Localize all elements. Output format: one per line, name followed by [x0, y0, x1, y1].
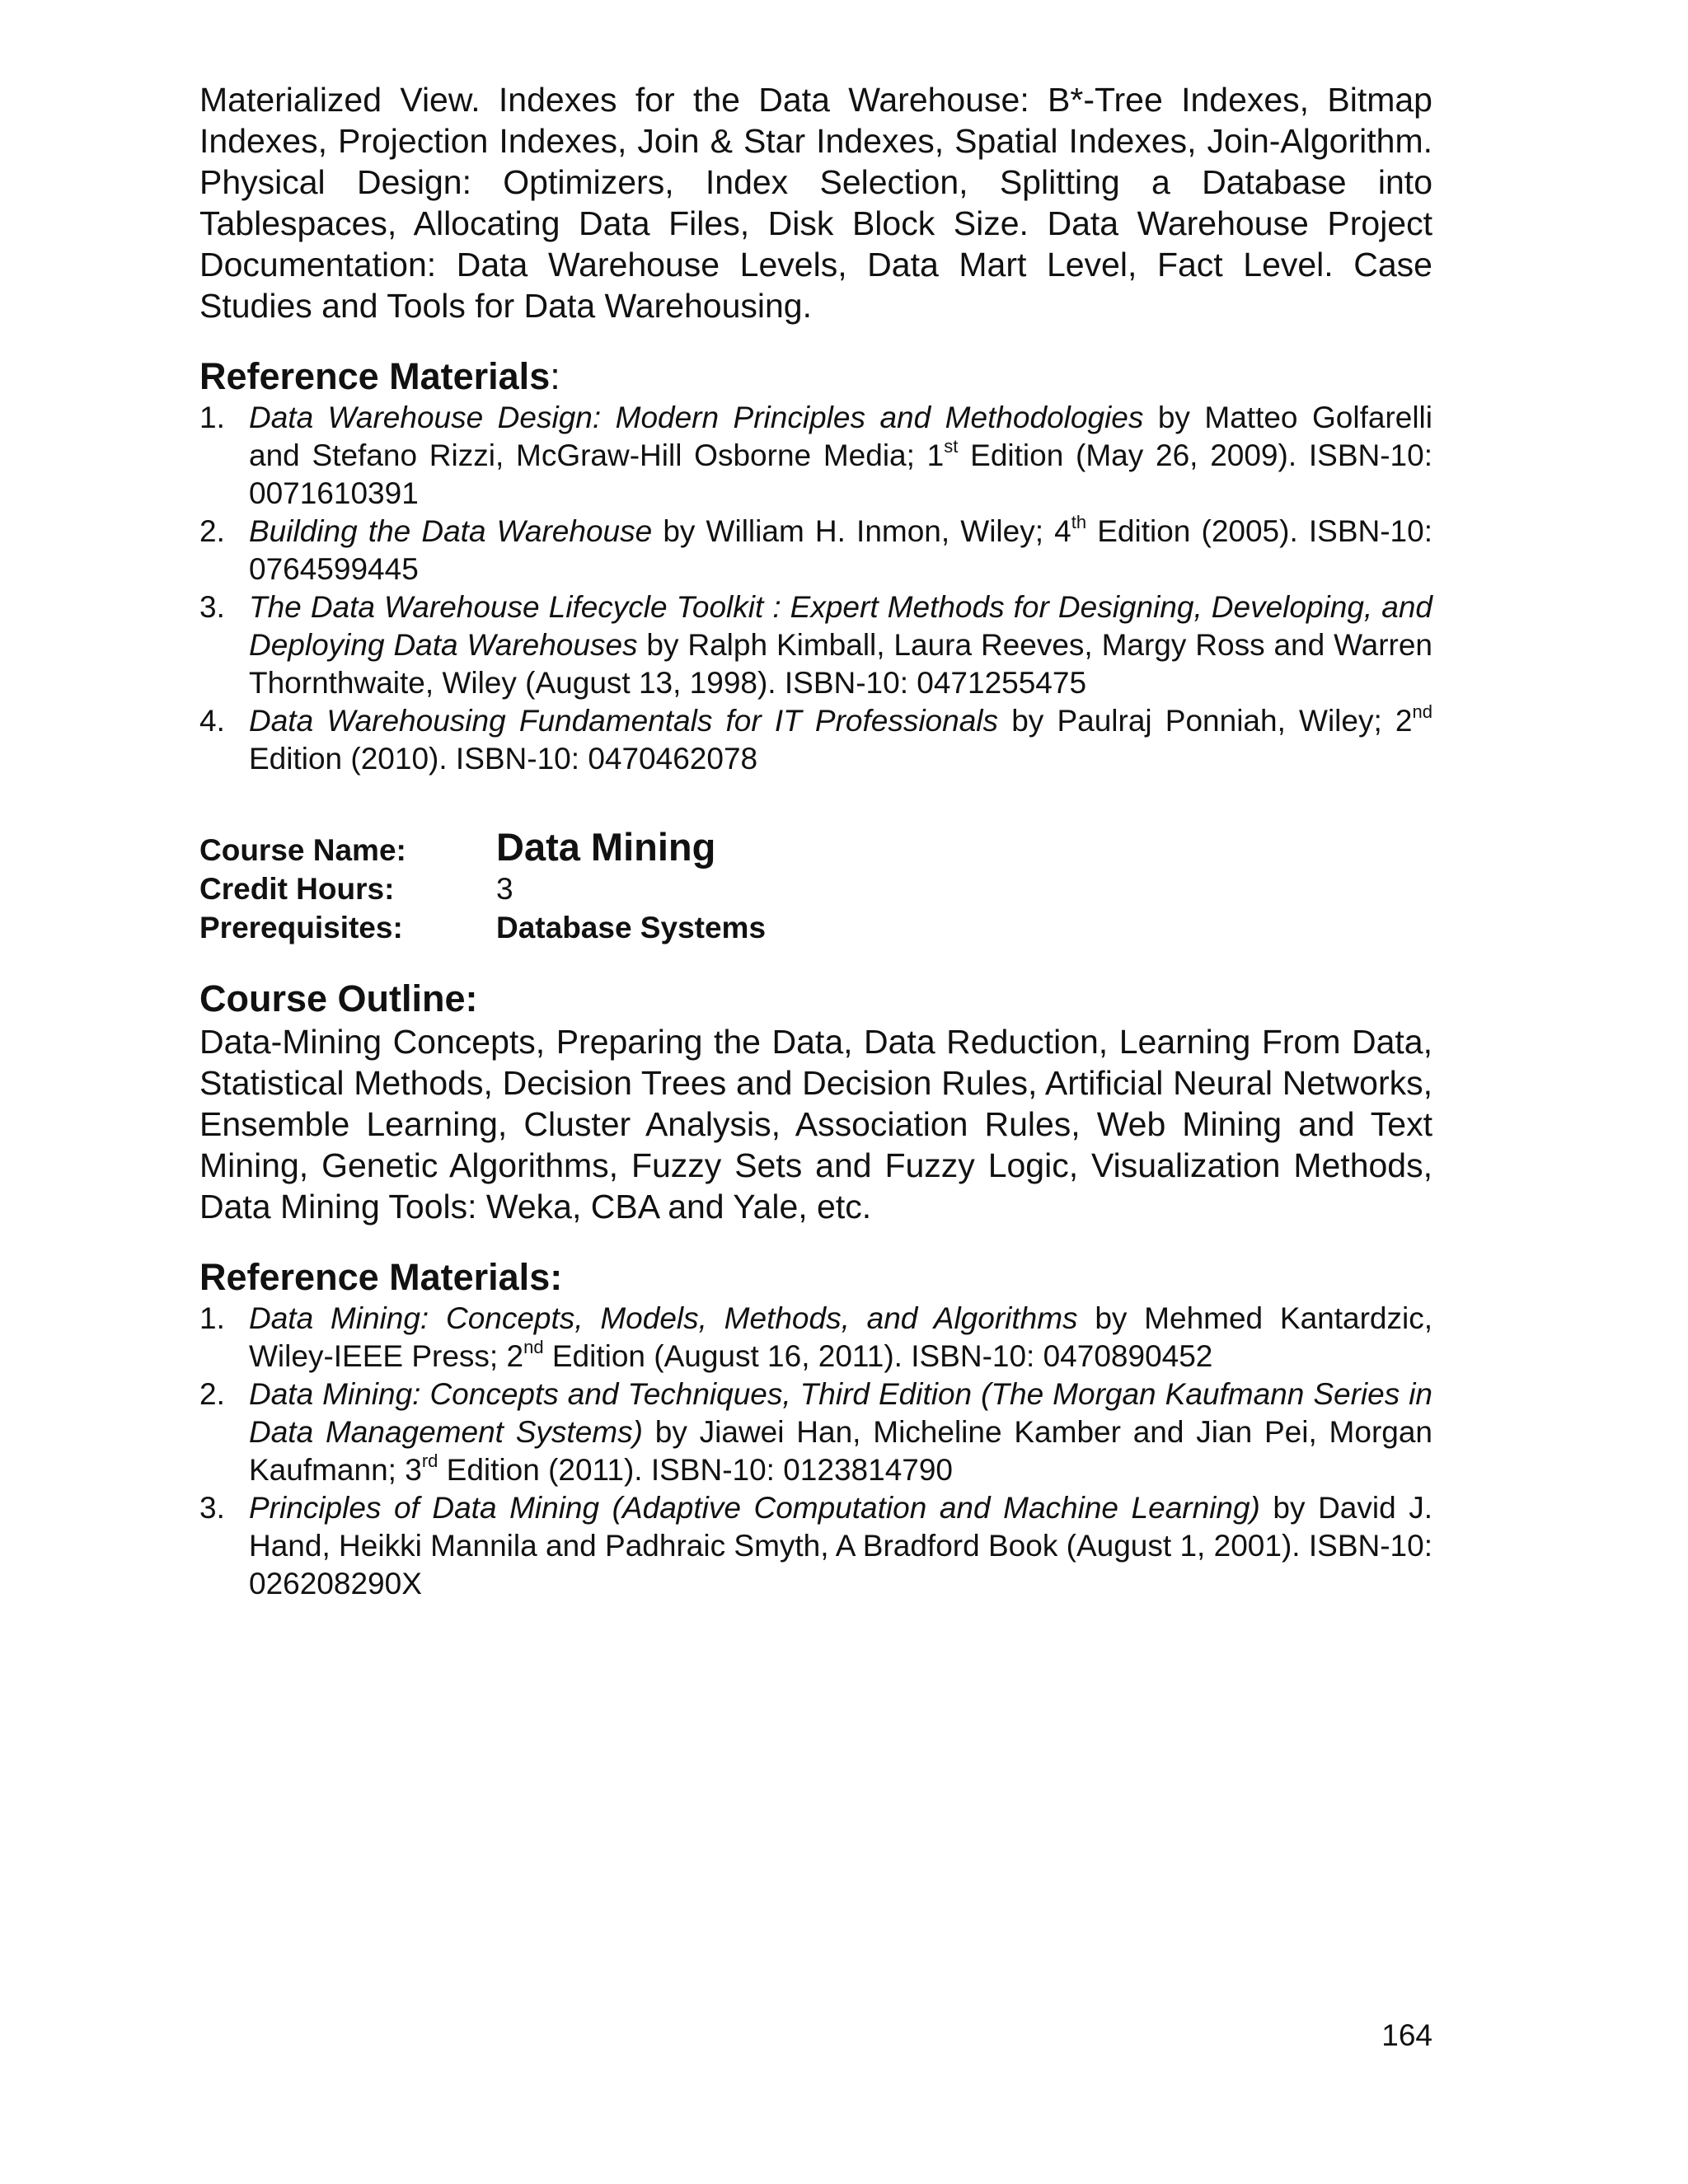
reference-item — [199, 513, 1432, 588]
course-name-label: Course Name: — [199, 833, 406, 867]
reference-details-cont: Edition (August 16, 2011). ISBN-10: 0470890452 — [543, 1339, 1213, 1373]
reference-details: by Paulraj Ponniah, Wiley; 2 — [998, 704, 1413, 738]
reference-details: by William H. Inmon, Wiley; 4 — [652, 514, 1071, 548]
reference-number: 1. — [199, 1301, 225, 1335]
reference-details: by David J. Hand, Heikki Mannila and Padhraic Smyth, A Bradford Book (August 1, 2001). ISBN-10: 026208290X — [249, 1491, 1432, 1601]
ordinal-suffix: rd — [421, 1451, 438, 1471]
heading-text: Reference Materials — [199, 355, 551, 397]
reference-title: Principles of Data Mining (Adaptive Computation and Machine Learning) — [249, 1491, 1260, 1525]
reference-title: The Data Warehouse Lifecycle Toolkit : Expert Methods for Designing, Developing, and Deploying Data Warehouses — [249, 590, 1432, 662]
reference-title: Data Mining: Concepts and Techniques, Third Edition (The Morgan Kaufmann Series in Data Management Systems) — [249, 1377, 1432, 1449]
reference-item — [199, 1376, 1432, 1489]
reference-number: 4. — [199, 704, 225, 738]
ordinal-suffix: nd — [1412, 701, 1432, 722]
credit-hours-value: 3 — [496, 872, 513, 906]
course-info-block — [199, 827, 1432, 947]
reference-number: 1. — [199, 401, 225, 434]
course-outline-heading: Course Outline: — [199, 977, 478, 1019]
document-page — [199, 79, 1432, 1603]
reference-title: Building the Data Warehouse — [249, 514, 653, 548]
reference-number: 3. — [199, 590, 225, 624]
course-name-row — [199, 827, 1432, 869]
reference-details-cont: Edition (2011). ISBN-10: 0123814790 — [438, 1453, 954, 1487]
ordinal-suffix: st — [944, 436, 959, 457]
ordinal-suffix: th — [1071, 512, 1087, 532]
reference-title: Data Warehouse Design: Modern Principles and Methodologies — [249, 401, 1144, 434]
reference-details-cont: Edition (2010). ISBN-10: 0470462078 — [249, 742, 758, 776]
reference-details: by Jiawei Han, Micheline Kamber and Jian Pei, Morgan Kaufmann; 3 — [249, 1415, 1433, 1487]
reference-details-cont: Edition (2005). ISBN-10: 0764599445 — [249, 514, 1432, 586]
ordinal-suffix: nd — [523, 1337, 544, 1357]
reference-details: by Matteo Golfarelli and Stefano Rizzi, McGraw-Hill Osborne Media; 1 — [249, 401, 1432, 472]
course-name-value: Data Mining — [496, 825, 716, 869]
prerequisites-value: Database Systems — [496, 911, 767, 944]
reference-list-2 — [199, 1300, 1432, 1603]
reference-details: by Mehmed Kantardzic, Wiley-IEEE Press; 2 — [249, 1301, 1432, 1373]
reference-item — [199, 1489, 1432, 1603]
reference-number: 2. — [199, 514, 225, 548]
prerequisites-label: Prerequisites: — [199, 911, 403, 944]
reference-number: 3. — [199, 1491, 225, 1525]
reference-materials-heading-1 — [199, 354, 1432, 399]
heading-colon: : — [550, 355, 560, 397]
prerequisites-row — [199, 908, 1432, 947]
reference-details: by Ralph Kimball, Laura Reeves, Margy Ross and Warren Thornthwaite, Wiley (August 13, 1998). ISBN-10: 0471255475 — [249, 628, 1432, 700]
credit-hours-label: Credit Hours: — [199, 872, 395, 906]
reference-item — [199, 399, 1432, 513]
reference-item — [199, 588, 1432, 702]
credit-hours-row — [199, 869, 1432, 908]
reference-item — [199, 1300, 1432, 1376]
reference-number: 2. — [199, 1377, 225, 1411]
page-number: 164 — [1381, 2018, 1432, 2052]
reference-title: Data Mining: Concepts, Models, Methods, and Algorithms — [249, 1301, 1078, 1335]
reference-title: Data Warehousing Fundamentals for IT Professionals — [249, 704, 999, 738]
reference-list-1 — [199, 399, 1432, 778]
intro-paragraph: Materialized View. Indexes for the Data Warehouse: B*-Tree Indexes, Bitmap Indexes, Projection Indexes, Join & Star Indexes, Spatial Indexes, Join-Algorithm. Physical Design: Optimizers, Index Selection, Splitting a Database into Tablespaces, Allocating Data Files, Disk Block Size. Data Warehouse Project Documentation: Data Warehouse Levels, Data Mart Level, Fact Level. Case Studies and Tools for Data Warehousing. — [199, 81, 1432, 325]
course-outline-text: Data-Mining Concepts, Preparing the Data, Data Reduction, Learning From Data, Statistical Methods, Decision Trees and Decision Rules, Artificial Neural Networks, Ensemble Learning, Cluster Analysis, Association Rules, Web Mining and Text Mining, Genetic Algorithms, Fuzzy Sets and Fuzzy Logic, Visualization Methods, Data Mining Tools: Weka, CBA and Yale, etc. — [199, 1023, 1432, 1226]
reference-item — [199, 702, 1432, 778]
reference-details-cont: Edition (May 26, 2009). ISBN-10: 0071610391 — [249, 438, 1432, 510]
reference-materials-heading-2: Reference Materials: — [199, 1256, 563, 1298]
